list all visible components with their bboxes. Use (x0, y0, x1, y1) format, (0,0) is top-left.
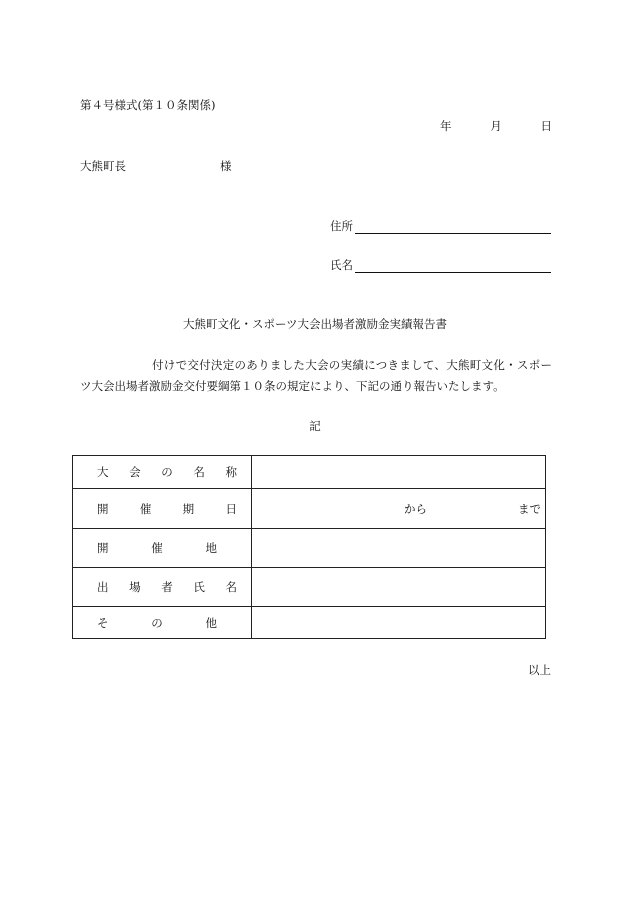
document-title: 大熊町文化・スポーツ大会出場者激励金実績報告書 (182, 317, 448, 331)
event-name-label (73, 456, 252, 489)
label-char: 氏 (193, 580, 205, 594)
label-char: 開 (97, 541, 109, 555)
label-char: 称 (225, 465, 237, 479)
info-table (72, 455, 546, 639)
name-line (330, 257, 551, 273)
other-field[interactable] (252, 607, 546, 639)
year-label: 年 (440, 119, 452, 133)
addressee-honorific: 様 (220, 159, 232, 173)
address-line (330, 218, 551, 234)
table-row (73, 489, 546, 529)
label-char: 会 (129, 465, 141, 479)
label-char: の (151, 615, 163, 630)
event-name-field[interactable] (252, 456, 546, 489)
label-char: 期 (182, 501, 195, 516)
label-char: 催 (151, 541, 163, 555)
table-row (73, 529, 546, 568)
form-number: 第４号様式(第１０条関係) (80, 98, 216, 112)
participant-name-field[interactable] (252, 568, 546, 607)
date-line (440, 118, 552, 134)
addressee-name: 大熊町長 (80, 159, 126, 173)
addressee (80, 158, 232, 174)
label-char: 名 (225, 580, 237, 594)
body-paragraph: 付けで交付決定のありました大会の実績につきまして、大熊町文化・スポーツ大会出場者激励金交付要綱第１０条の規定により、下記の通り報告いたします。 (80, 358, 552, 393)
ki-heading: 記 (309, 419, 321, 433)
venue-field[interactable] (252, 529, 546, 568)
other-label (73, 607, 252, 639)
label-char: 名 (193, 465, 205, 479)
until-text: まで (518, 501, 541, 516)
from-text: から (404, 501, 427, 516)
event-dates-label (73, 489, 252, 529)
name-label: 氏名 (330, 258, 353, 272)
label-char: 者 (161, 580, 173, 594)
name-field[interactable] (355, 258, 551, 273)
label-char: そ (97, 615, 109, 630)
label-char: 他 (205, 615, 217, 630)
day-label: 日 (540, 119, 552, 133)
address-label: 住所 (330, 219, 353, 233)
label-char: 開 (97, 501, 109, 516)
label-char: の (161, 465, 173, 479)
label-char: 日 (225, 501, 237, 516)
table-row (73, 607, 546, 639)
event-dates-field[interactable] (252, 489, 546, 529)
participant-name-label (73, 568, 252, 607)
closing-text: 以上 (528, 663, 551, 677)
venue-label (73, 529, 252, 568)
label-char: 地 (205, 541, 217, 555)
label-char: 催 (139, 501, 152, 516)
label-char: 場 (129, 580, 141, 594)
month-label: 月 (490, 119, 502, 133)
label-char: 出 (97, 580, 109, 594)
label-char: 大 (97, 465, 109, 479)
table-row (73, 456, 546, 489)
table-row (73, 568, 546, 607)
address-field[interactable] (355, 219, 551, 234)
